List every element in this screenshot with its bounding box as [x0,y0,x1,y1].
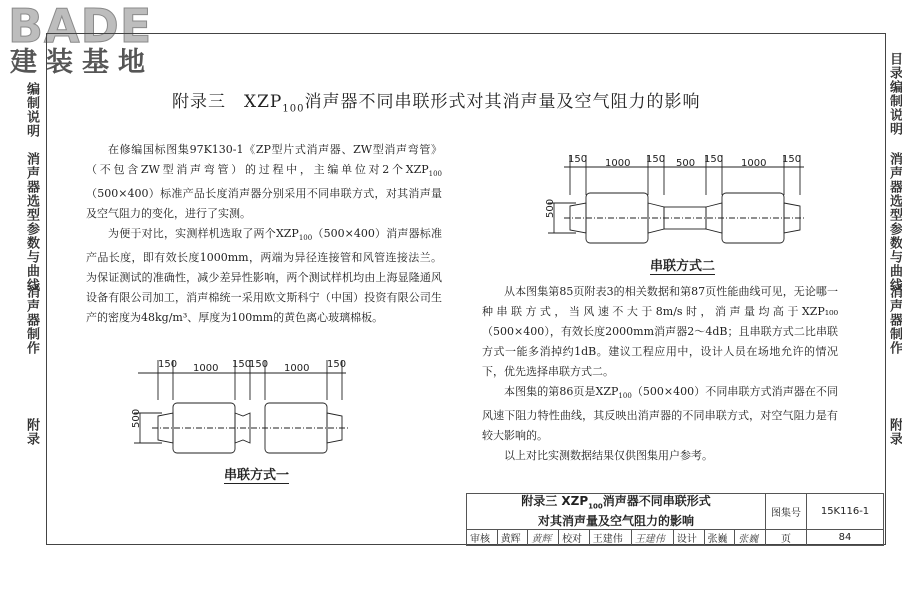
dim2-height: 500 [545,198,556,218]
right-text-block [482,282,838,466]
dim1-1000-b: 1000 [284,363,310,374]
dim1-1000-a: 1000 [193,363,219,374]
right-sidebar-item-appendix[interactable]: 附录 [887,418,902,446]
page-label: 页 [766,530,807,546]
left-paragraph-1: 在修编国标图集97K130-1《ZP型片式消声器、ZW型消声弯管》（不包含ZW型消声弯管）的过程中，主编单位对2个$XZP_{100}(500\times 400)$标准产品长度消声器分别采用不同串联方式，对其消声量及空气阻力的变化，进行了实测。 [86,143,442,221]
check-label: 校对 [559,530,590,546]
series-diagram-2 [536,145,808,255]
right-paragraph-2: 本图集的第86页是$XZP_{100}(500\times 400)$不同串联方式消声器在不同风速下阻力特性曲线，其反映出消声器的不同串联方式，对空气阻力是有较大影响的。 [482,385,838,443]
atlas-no-label: 图集号 [766,494,807,530]
brand-name-cn: 建装基地 [10,47,154,78]
title-block-title: 附录三 $XZP_{100}$消声器不同串联形式 对其消声量及空气阻力的影响 [467,494,766,530]
dim2-150-d: 150 [782,154,802,165]
designer: 张巍 [704,530,735,546]
dim1-150-d: 150 [327,359,347,370]
dim1-150-b: 150 [232,359,252,370]
dim2-150-a: 150 [568,154,588,165]
dim2-1000-b: 1000 [741,158,767,169]
right-sidebar-item-fabrication[interactable]: 消声器制作 [887,285,902,355]
diagram-1-caption: 串联方式一 [224,464,289,484]
reviewer: 黄辉 [497,530,528,546]
page-number: 84 [807,530,884,546]
left-paragraph-2: 为便于对比，实测样机选取了两个$XZP_{100}(500\times 400)$消声器标准产品长度，即有效长度1000mm，两端为异径连接管和风管连接法兰。为保证测试的准确性，减少差异性影响，两个测试样机均由上海显隆通风设备有限公司加工，消声棉统一采用欧文斯科宁（中国）投资有限公司生产的密度为48kg/m³、厚度为100mm的黄色离心玻璃棉板。 [86,227,443,325]
dim2-500: 500 [676,158,696,169]
design-signature: 张巍 [735,530,766,546]
atlas-no: 15K116-1 [807,494,884,530]
right-sidebar-item-selection[interactable]: 消声器选型参数与曲线 [887,152,902,292]
series-diagram-1 [118,350,350,460]
dim1-150-c: 150 [249,359,269,370]
right-paragraph-1: 从本图集第85页附表3的相关数据和第87页性能曲线可见，无论哪一种串联方式，当风速不大于8m/s时，消声量均高于XZP₁₀₀（500×400），有效长度2000mm消声器2～4dB；且串联方式二比串联方式一能多消掉约1dB。建议工程应用中，设计人员在场地允许的情况下，优先选择串联方式二。 [482,285,838,378]
dim2-150-c: 150 [704,154,724,165]
sidebar-item-appendix[interactable]: 附录 [24,418,39,446]
title-block [466,493,884,546]
dim1-150-a: 150 [158,359,178,370]
right-sidebar-item-contents[interactable]: 目录编制说明 [887,52,902,136]
sidebar-item-compile-notes[interactable]: 编制说明 [24,82,39,138]
checker: 王建伟 [589,530,631,546]
brand-logo: BADE [8,0,153,53]
check-signature: 王建伟 [631,530,673,546]
right-paragraph-3: 以上对比实测数据结果仅供图集用户参考。 [504,449,713,463]
dim2-150-b: 150 [646,154,666,165]
review-label: 审核 [467,530,498,546]
dim2-1000-a: 1000 [605,158,631,169]
diagram-2-caption: 串联方式二 [650,255,715,275]
page-title: 附录三 $XZP_{100}$消声器不同串联形式对其消声量及空气阻力的影响 [172,92,701,115]
sidebar-item-selection-params[interactable]: 消声器选型参数与曲线 [24,152,39,292]
dim1-height: 500 [131,408,142,428]
design-label: 设计 [673,530,704,546]
review-signature: 黄辉 [528,530,559,546]
sidebar-item-fabrication[interactable]: 消声器制作 [24,285,39,355]
left-text-block [86,140,442,328]
